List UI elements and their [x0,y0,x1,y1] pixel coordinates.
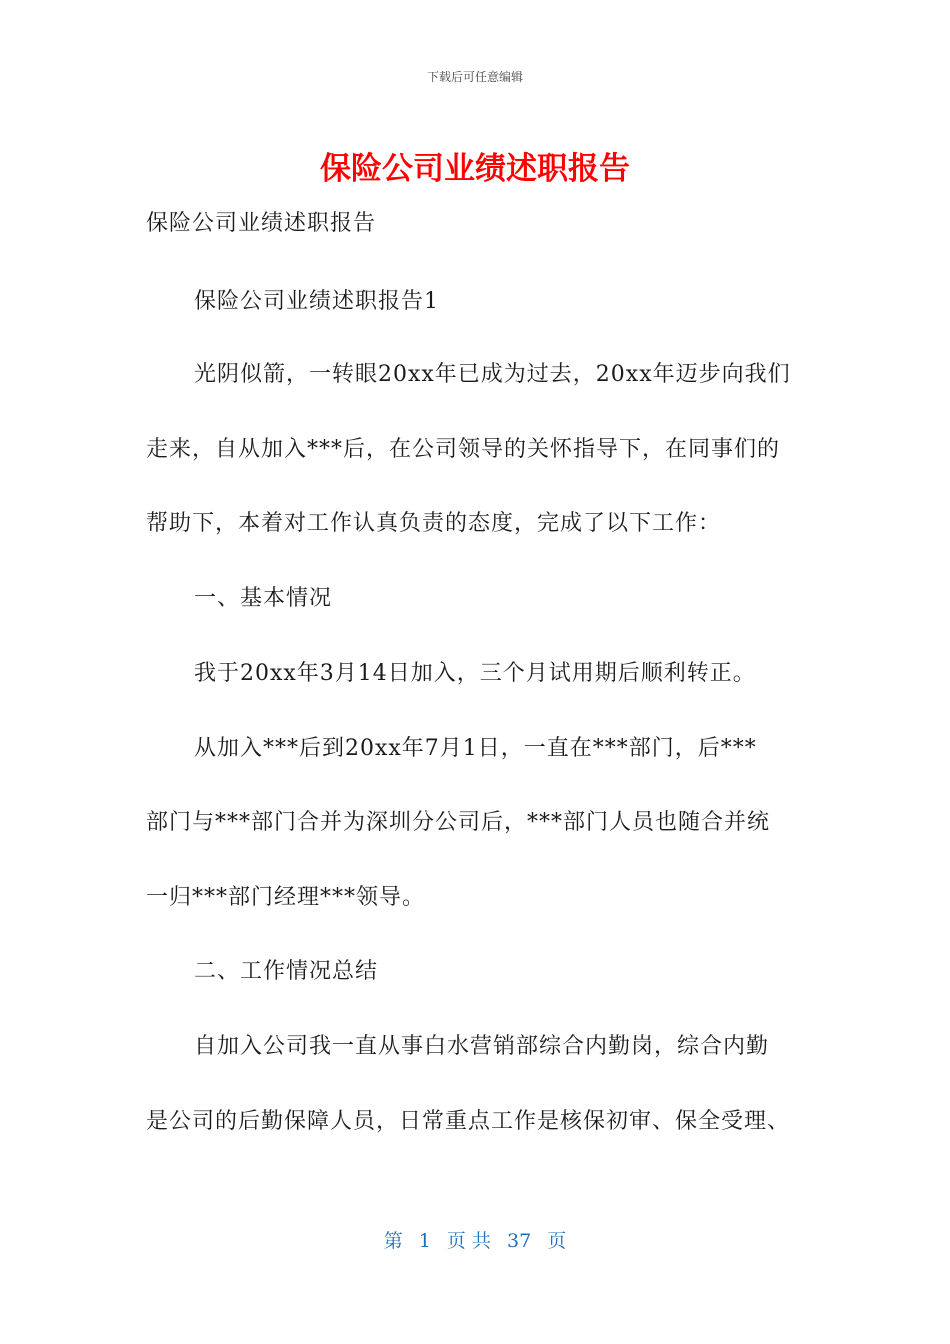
body-line: 保险公司业绩述职报告1 [194,289,439,314]
body-line: 自加入公司我一直从事白水营销部综合内勤岗，综合内勤 [194,1034,770,1059]
body-line: 帮助下，本着对工作认真负责的态度，完成了以下工作： [146,511,722,536]
page-footer [0,1226,950,1253]
footer-page-number: 1 [418,1230,431,1252]
body-line: 光阴似箭，一转眼20xx年已成为过去，20xx年迈步向我们 [194,362,791,387]
body-line: 一归***部门经理***领导。 [146,885,426,910]
page-header: 下载后可任意编辑 [426,70,523,84]
body-line: 走来，自从加入***后，在公司领导的关怀指导下，在同事们的 [146,437,781,462]
body-line: 是公司的后勤保障人员，日常重点工作是核保初审、保全受理、 [146,1109,791,1134]
body-line: 我于20xx年3月14日加入，三个月试用期后顺利转正。 [194,661,756,686]
body-line: 二、工作情况总结 [194,959,379,984]
document-title: 保险公司业绩述职报告 [320,151,630,187]
body-line: 一、基本情况 [194,586,333,611]
footer-suffix: 页 [547,1230,567,1252]
body-line: 保险公司业绩述职报告 [146,211,377,236]
footer-mid: 页 共 [446,1230,491,1252]
body-line: 部门与***部门合并为深圳分公司后，***部门人员也随合并统 [146,810,771,835]
footer-prefix: 第 [383,1230,403,1252]
footer-total-pages: 37 [507,1230,532,1252]
body-line: 从加入***后到20xx年7月1日，一直在***部门，后*** [194,736,757,761]
